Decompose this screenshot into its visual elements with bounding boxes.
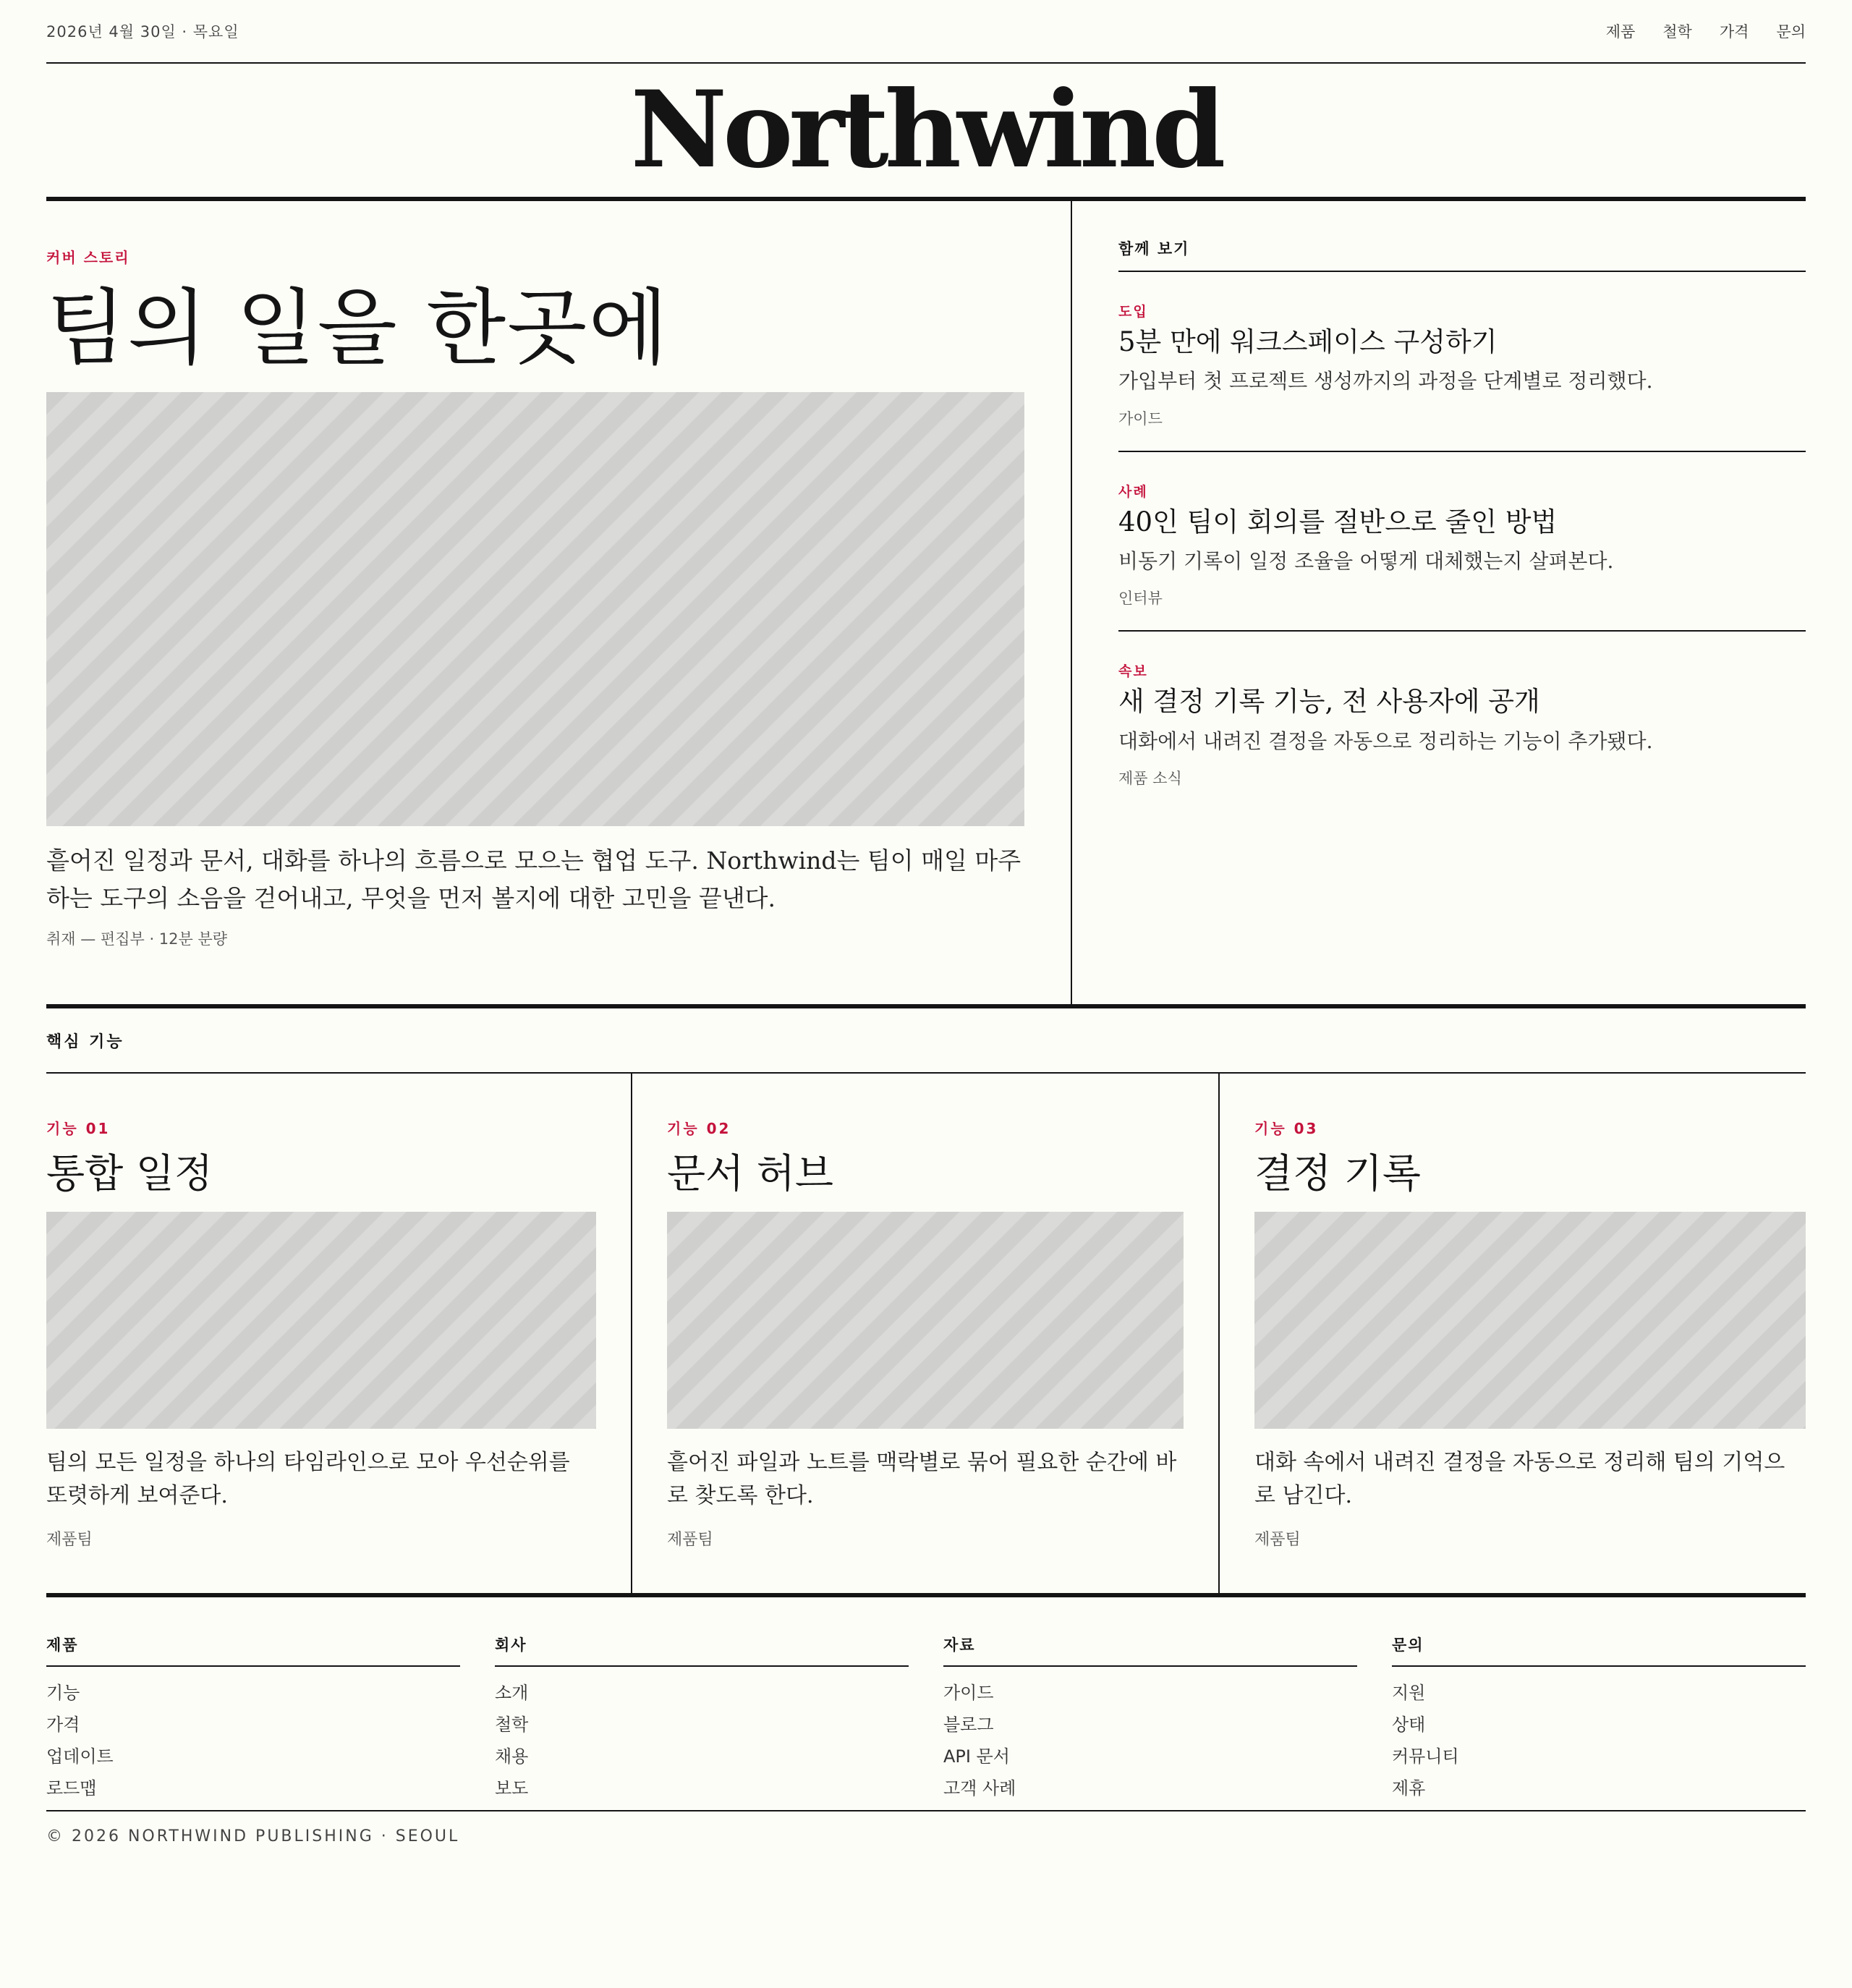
footer-link[interactable]: 업데이트 (46, 1746, 114, 1767)
footer-column-contact (1392, 1634, 1806, 1810)
cover-kicker: 커버 스토리 (46, 249, 130, 266)
footer-link[interactable]: 가이드 (943, 1683, 994, 1703)
feature-title[interactable]: 통합 일정 (46, 1150, 213, 1197)
page (46, 0, 1806, 1845)
related-tag: 인터뷰 (1118, 590, 1163, 608)
footer-column-company (495, 1634, 909, 1810)
footer-link[interactable]: 철학 (495, 1715, 529, 1735)
feature-card[interactable] (46, 1074, 631, 1593)
footer-link[interactable]: 커뮤니티 (1392, 1746, 1459, 1767)
feature-card[interactable] (1218, 1074, 1806, 1593)
related-title[interactable]: 40인 팀이 회의를 절반으로 줄인 방법 (1118, 506, 1558, 538)
footer-link[interactable]: 기능 (46, 1683, 80, 1703)
footer-link[interactable]: 채용 (495, 1746, 529, 1767)
features-section (46, 1074, 1806, 1597)
date-line: 2026년 4월 30일 · 목요일 (46, 23, 239, 41)
masthead (46, 64, 1806, 201)
related-title[interactable]: 5분 만에 워크스페이스 구성하기 (1118, 326, 1498, 357)
nav-link-philosophy[interactable]: 철학 (1662, 23, 1692, 41)
nav-link-pricing[interactable]: 가격 (1719, 23, 1749, 41)
top-bar (46, 0, 1806, 64)
related-desc: 대화에서 내려진 결정을 자동으로 정리하는 기능이 추가됐다. (1118, 728, 1653, 753)
feature-image-placeholder (46, 1212, 596, 1429)
footer-link[interactable]: 소개 (495, 1683, 529, 1703)
feature-image-placeholder (667, 1212, 1184, 1429)
feature-title[interactable]: 문서 허브 (667, 1150, 834, 1197)
footer-link[interactable]: 로드맵 (46, 1778, 97, 1798)
feature-desc: 대화 속에서 내려진 결정을 자동으로 정리해 팀의 기억으로 남긴다. (1254, 1450, 1785, 1508)
feature-title[interactable]: 결정 기록 (1254, 1150, 1422, 1197)
cover-byline: 취재 — 편집부 · 12분 분량 (46, 930, 228, 948)
related-item[interactable] (1118, 452, 1806, 632)
feature-tag: 제품팀 (667, 1531, 713, 1549)
footer-column-heading: 문의 (1392, 1634, 1806, 1667)
footer-link[interactable]: 보도 (495, 1778, 529, 1798)
cover-image-placeholder (46, 392, 1024, 826)
footer-columns (46, 1597, 1806, 1811)
footer-column-heading: 자료 (943, 1634, 1357, 1667)
footer-link[interactable]: 상태 (1392, 1715, 1426, 1735)
feature-card[interactable] (631, 1074, 1218, 1593)
site-footer (46, 1597, 1806, 1845)
related-kicker: 속보 (1118, 663, 1148, 680)
related-kicker: 사례 (1118, 483, 1148, 500)
footer-column-heading: 제품 (46, 1634, 460, 1667)
footer-link[interactable]: 제휴 (1392, 1778, 1426, 1798)
footer-link[interactable]: 지원 (1392, 1683, 1426, 1703)
cover-title[interactable]: 팀의 일을 한곳에 (46, 280, 670, 376)
footer-link[interactable]: 블로그 (943, 1715, 994, 1735)
feature-kicker: 기능 02 (667, 1120, 731, 1137)
related-item[interactable] (1118, 632, 1806, 810)
feature-tag: 제품팀 (46, 1531, 93, 1549)
sidebar-heading: 함께 보기 (1118, 237, 1806, 272)
feature-tag: 제품팀 (1254, 1531, 1301, 1549)
related-sidebar (1072, 201, 1806, 1004)
copyright: © 2026 NORTHWIND PUBLISHING · SEOUL (46, 1827, 460, 1845)
footer-link[interactable]: 고객 사례 (943, 1778, 1016, 1798)
nav-link-contact[interactable]: 문의 (1776, 23, 1806, 41)
feature-desc: 흩어진 파일과 노트를 맥락별로 묶어 필요한 순간에 바로 찾도록 한다. (667, 1450, 1177, 1508)
brand-logo[interactable]: Northwind (630, 68, 1222, 192)
related-desc: 비동기 기록이 일정 조율을 어떻게 대체했는지 살펴본다. (1118, 548, 1614, 573)
cover-story (46, 201, 1072, 1004)
cover-body: 흩어진 일정과 문서, 대화를 하나의 흐름으로 모으는 협업 도구. Northwind는 팀이 매일 마주하는 도구의 소음을 걷어내고, 무엇을 먼저 볼지에 대한 고민을 끝낸다. (46, 846, 1021, 913)
related-title[interactable]: 새 결정 기록 기능, 전 사용자에 공개 (1118, 686, 1540, 718)
feature-image-placeholder (1254, 1212, 1806, 1429)
footer-column-resources (943, 1634, 1357, 1810)
related-desc: 가입부터 첫 프로젝트 생성까지의 과정을 단계별로 정리했다. (1118, 369, 1653, 394)
related-item[interactable] (1118, 272, 1806, 452)
top-nav (1606, 20, 1806, 42)
feature-kicker: 기능 03 (1254, 1120, 1319, 1137)
feature-desc: 팀의 모든 일정을 하나의 타임라인으로 모아 우선순위를 또렷하게 보여준다. (46, 1450, 570, 1508)
related-kicker: 도입 (1118, 304, 1148, 320)
footer-link[interactable]: 가격 (46, 1715, 80, 1735)
footer-link[interactable]: API 문서 (943, 1746, 1010, 1767)
related-tag: 가이드 (1118, 409, 1163, 428)
hero-section (46, 201, 1806, 1008)
feature-kicker: 기능 01 (46, 1120, 111, 1137)
related-tag: 제품 소식 (1118, 769, 1182, 787)
features-heading: 핵심 기능 (46, 1008, 1806, 1074)
nav-link-products[interactable]: 제품 (1605, 23, 1636, 41)
footer-column-products (46, 1634, 460, 1810)
footer-column-heading: 회사 (495, 1634, 909, 1667)
